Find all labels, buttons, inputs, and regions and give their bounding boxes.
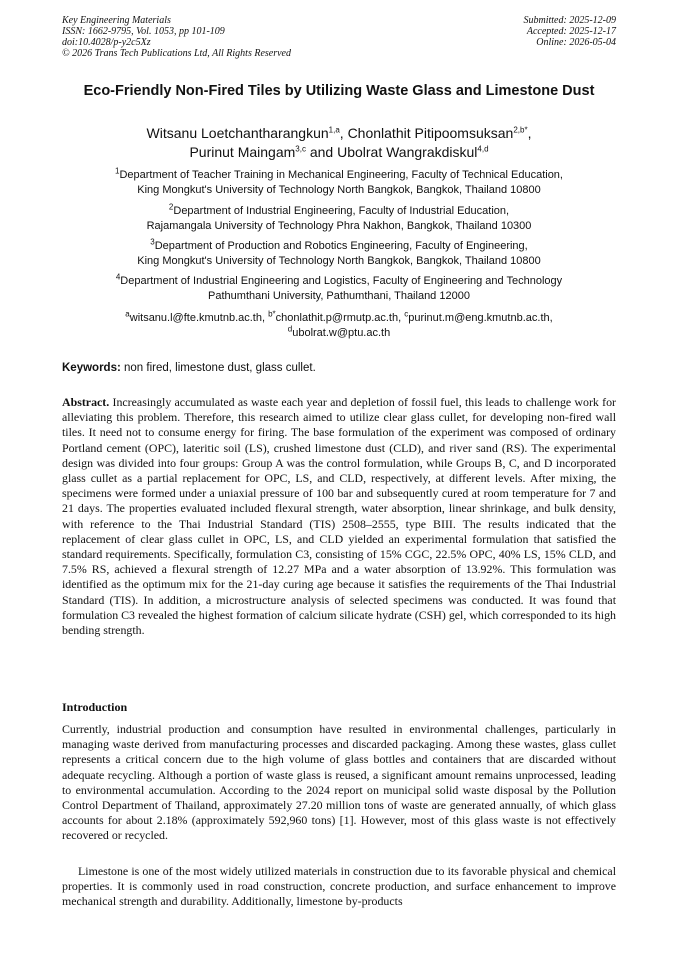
email-mark: a <box>125 309 130 319</box>
doi-line: doi:10.4028/p-y2c5Xz <box>62 37 151 48</box>
author-list <box>62 124 616 162</box>
introduction-heading: Introduction <box>62 700 128 714</box>
affiliation-2 <box>62 204 616 234</box>
author-separator: , <box>339 125 348 141</box>
author-conjunction: and <box>305 144 338 160</box>
abstract-section <box>62 395 616 638</box>
email-address: ubolrat.w@ptu.ac.th <box>292 327 391 339</box>
affiliation-line: Department of Teacher Training in Mechanical Engineering, Faculty of Technical Education, <box>119 169 563 181</box>
accepted-date: Accepted: 2025-12-17 <box>526 26 616 37</box>
issn-line: ISSN: 1662-9795, Vol. 1053, pp 101-109 <box>62 26 225 37</box>
affiliation-number: 2 <box>168 202 174 212</box>
journal-name: Key Engineering Materials <box>62 15 171 26</box>
affiliation-line: Department of Production and Robotics Engineering, Faculty of Engineering, <box>154 240 528 252</box>
abstract-label: Abstract. <box>62 395 110 409</box>
author-emails <box>62 311 616 341</box>
author-separator: , <box>527 125 532 141</box>
author-name: Ubolrat Wangrakdiskul <box>337 144 478 160</box>
email-mark: b* <box>268 309 276 319</box>
affiliation-line: Pathumthani University, Pathumthani, Thailand 12000 <box>208 290 470 302</box>
email-address: chonlathit.p@rmutp.ac.th, <box>275 312 405 324</box>
email-address: witsanu.l@fte.kmutnb.ac.th, <box>129 312 269 324</box>
email-address: purinut.m@eng.kmutnb.ac.th, <box>408 312 553 324</box>
keywords-section <box>62 361 616 375</box>
paper-title: Eco-Friendly Non-Fired Tiles by Utilizing Waste Glass and Limestone Dust <box>83 83 595 99</box>
affiliation-line: Rajamangala University of Technology Phra Nakhon, Bangkok, Thailand 10300 <box>146 220 532 232</box>
email-mark: c <box>404 309 409 319</box>
affiliation-line: Department of Industrial Engineering, Faculty of Industrial Education, <box>173 205 510 217</box>
affiliation-number: 3 <box>150 237 155 247</box>
author-name: Chonlathit Pitipoomsuksan <box>347 125 514 141</box>
email-mark: d <box>287 324 293 334</box>
author-name: Witsanu Loetchantharangkun <box>146 125 329 141</box>
affiliation-4 <box>62 274 616 304</box>
date-info <box>524 15 617 48</box>
affiliation-1 <box>62 168 616 198</box>
affiliation-line: King Mongkut's University of Technology North Bangkok, Bangkok, Thailand 10800 <box>137 184 541 196</box>
keywords-text: non fired, limestone dust, glass cullet. <box>120 362 316 374</box>
copyright-line: © 2026 Trans Tech Publications Ltd, All Rights Reserved <box>62 48 291 59</box>
affiliation-number: 1 <box>115 166 120 176</box>
author-affiliation-mark: 4,d <box>477 144 489 154</box>
keywords-label: Keywords: <box>62 362 121 374</box>
introduction-paragraph: Limestone is one of the most widely utilized materials in construction due to its favorable physical and chemical properties. It is commonly used in road construction, concrete production, and surface enhancement to improve mechanical strength and durability. Additionally, limestone by-products <box>62 864 616 909</box>
introduction-paragraph: Currently, industrial production and consumption have resulted in environmental challenges, particularly in managing waste derived from manufacturing processes and discarded packaging. Among these wastes, glass cullet represents a critical concern due to the high volume of glass bottles and containers that are discarded without adequate recycling. Although a portion of waste glass is reused, a significant amount remains unprocessed, leading to environmental accumulation. According to the 2024 report on municipal solid waste disposal by the Pollution Control Department of Thailand, approximately 27.20 million tons of waste are generated annually, of which glass accounts for about 2.18% (approximately 592,960 tons) [1]. However, most of this glass waste is not effectively recovered or recycled. <box>62 722 616 843</box>
affiliation-line: Department of Industrial Engineering and Logistics, Faculty of Engineering and Technology <box>120 275 563 287</box>
affiliation-3 <box>62 239 616 269</box>
author-affiliation-mark: 1,a <box>328 125 340 135</box>
author-affiliation-mark: 2,b* <box>513 125 528 135</box>
affiliation-line: King Mongkut's University of Technology North Bangkok, Bangkok, Thailand 10800 <box>137 255 541 267</box>
affiliation-number: 4 <box>115 272 121 282</box>
submitted-date: Submitted: 2025-12-09 <box>523 15 616 26</box>
author-name: Purinut Maingam <box>189 144 296 160</box>
abstract-text: Increasingly accumulated as waste each year and depletion of fossil fuel, this leads to challenge work for alleviating this problem. Therefore, this research aimed to utilize clear glass cullet, for developing non-fired wall tiles. It need not to consume energy for firing. The base formulation of the experiment was composed of ordinary Portland cement (OPC), lateritic soil (LS), crushed limestone dust (CLD), and river sand (RS). The experimental design was divided into four groups: Group A was the control formulation, while Groups B, C, and D incorporated glass cullet as a partial replacement for OPC, LS, and CLD, respectively, at different levels. After mixing, the specimens were formed under a uniaxial pressure of 100 bar and subsequently cured at room temperature for 7 and 21 days. The properties evaluated included flexural strength, water absorption, linear shrinkage, and bulk density, with reference to the Thai Industrial Standard (TIS) 2508–2555, type BIII. The results indicated that the replacement of clear glass cullet in OPC, LS, and CLD yielded an experimental formulation that satisfied the standard requirements. Specifically, formulation C3, consisting of 15% CGC, 22.5% OPC, 40% LS, 15% CLD, and 7.5% RS, achieved a flexural strength of 12.27 MPa and a water absorption of 13.92%. This formulation was identified as the optimum mix for the 21-day curing age because it satisfies the requirements of the Thai Industrial Standard (TIS). In addition, a microstructure analysis of selected specimens was conducted. It was found that formulation C3 revealed the highest formation of calcium silicate hydrate (CSH) gel, which corresponded to its high bending strength. <box>62 395 616 638</box>
author-affiliation-mark: 3,c <box>295 144 306 154</box>
journal-info <box>62 15 291 59</box>
online-date: Online: 2026-05-04 <box>536 37 616 48</box>
